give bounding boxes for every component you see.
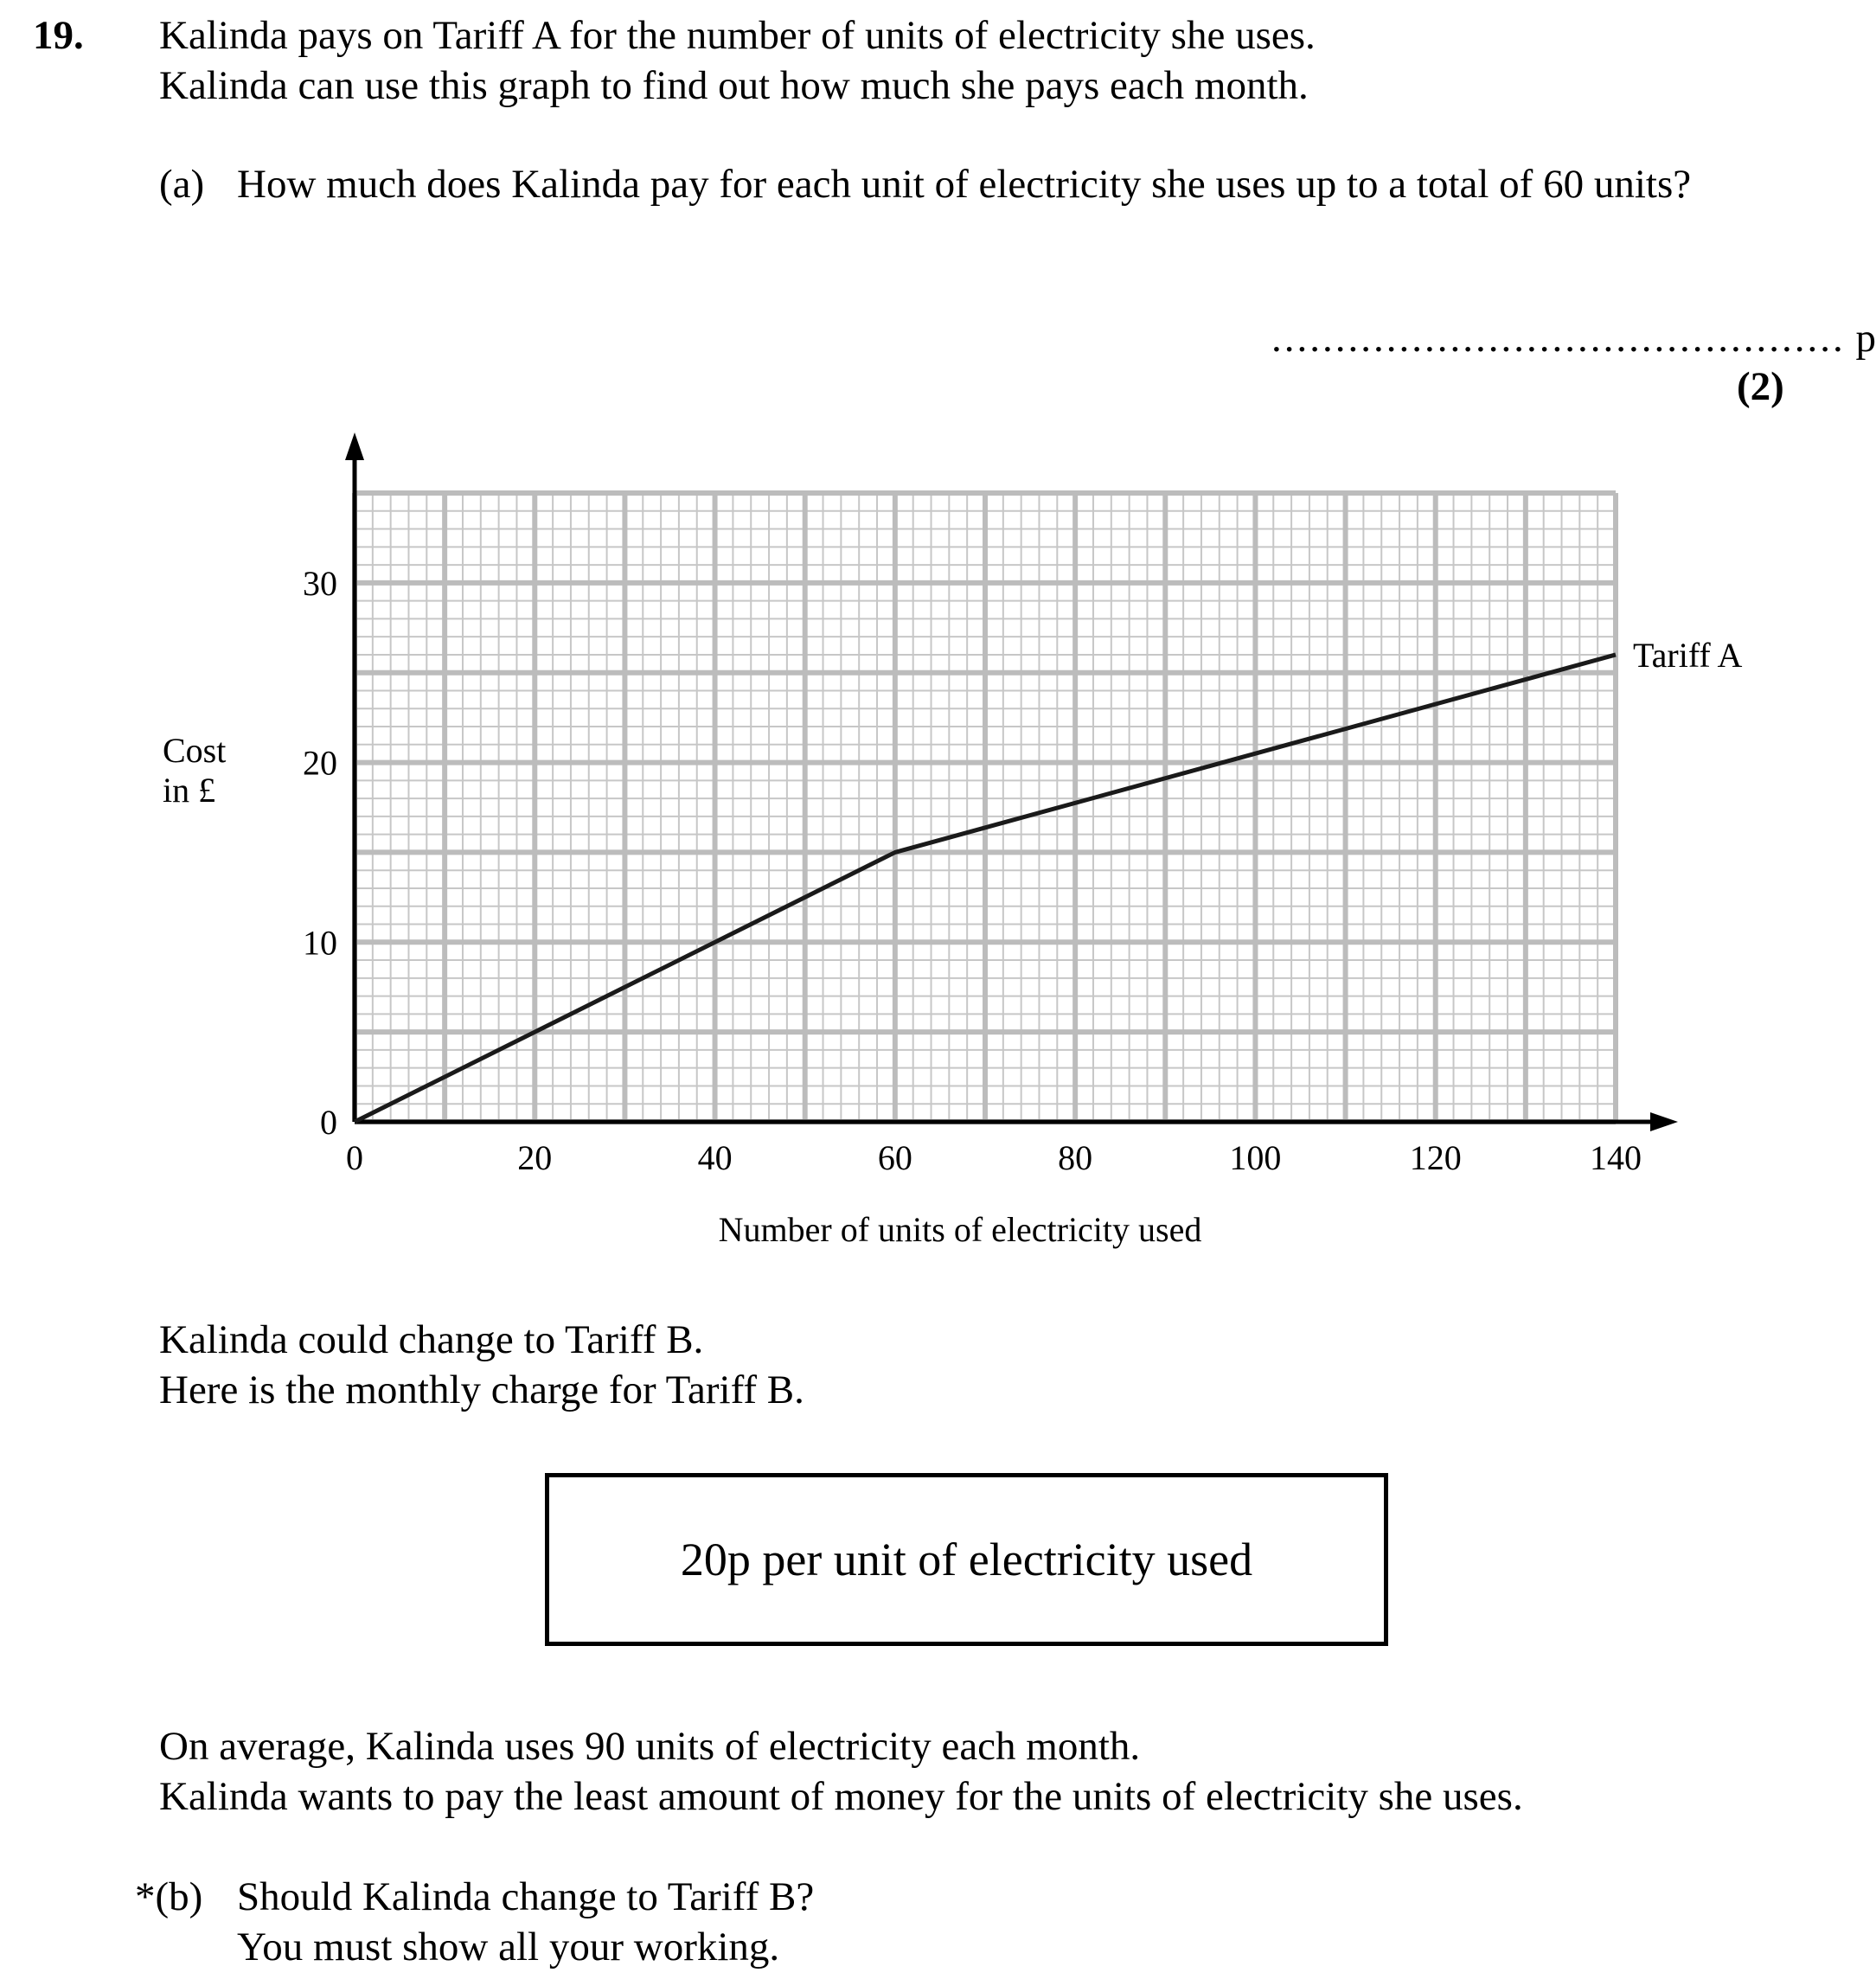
average-line-2: Kalinda wants to pay the least amount of money for the units of electricity she uses. [159,1774,1523,1819]
x-tick-label: 120 [1409,1138,1462,1177]
y-axis-arrow [345,432,364,460]
tariff-b-line-1: Kalinda could change to Tariff B. [159,1317,704,1362]
part-a-text: How much does Kalinda pay for each unit of electricity she uses up to a total of 60 units? [237,162,1692,207]
part-b-label: *(b) [135,1874,203,1919]
part-a-label: (a) [159,162,205,207]
answer-unit: p [1855,316,1876,361]
answer-line[interactable] [1271,318,1876,359]
y-tick-label: 30 [303,563,337,603]
tariff-a-graph [0,424,1800,1271]
y-axis-label-line1: Cost [163,731,227,770]
y-axis-label-line2: in £ [163,771,216,810]
x-axis-arrow [1650,1112,1678,1131]
x-tick-label: 20 [517,1138,553,1177]
part-b-line-2: You must show all your working. [237,1925,780,1969]
x-tick-label: 60 [877,1138,912,1177]
x-tick-label: 100 [1229,1138,1282,1177]
intro-line-1: Kalinda pays on Tariff A for the number of units of electricity she uses. [159,13,1316,58]
x-tick-label: 80 [1058,1138,1093,1177]
part-a-marks: (2) [1737,364,1784,409]
tariff-b-box-text: 20p per unit of electricity used [680,1534,1253,1585]
tariff-b-line-2: Here is the monthly charge for Tariff B. [159,1367,804,1412]
series-label-tariff-a: Tariff A [1633,635,1743,675]
y-tick-label: 10 [303,923,337,963]
x-axis-label: Number of units of electricity used [718,1210,1202,1249]
x-tick-label: 40 [697,1138,733,1177]
y-tick-label: 20 [303,743,337,783]
x-tick-label: 140 [1590,1138,1642,1177]
y-tick-label: 0 [320,1103,337,1142]
tariff-b-box [545,1473,1388,1646]
intro-line-2: Kalinda can use this graph to find out how much she pays each month. [159,63,1309,108]
answer-dots: ............................................. [1271,316,1846,361]
part-b-line-1: Should Kalinda change to Tariff B? [237,1874,815,1919]
average-line-1: On average, Kalinda uses 90 units of electricity each month. [159,1724,1141,1769]
question-number: 19. [33,13,84,58]
x-tick-label: 0 [346,1138,363,1177]
